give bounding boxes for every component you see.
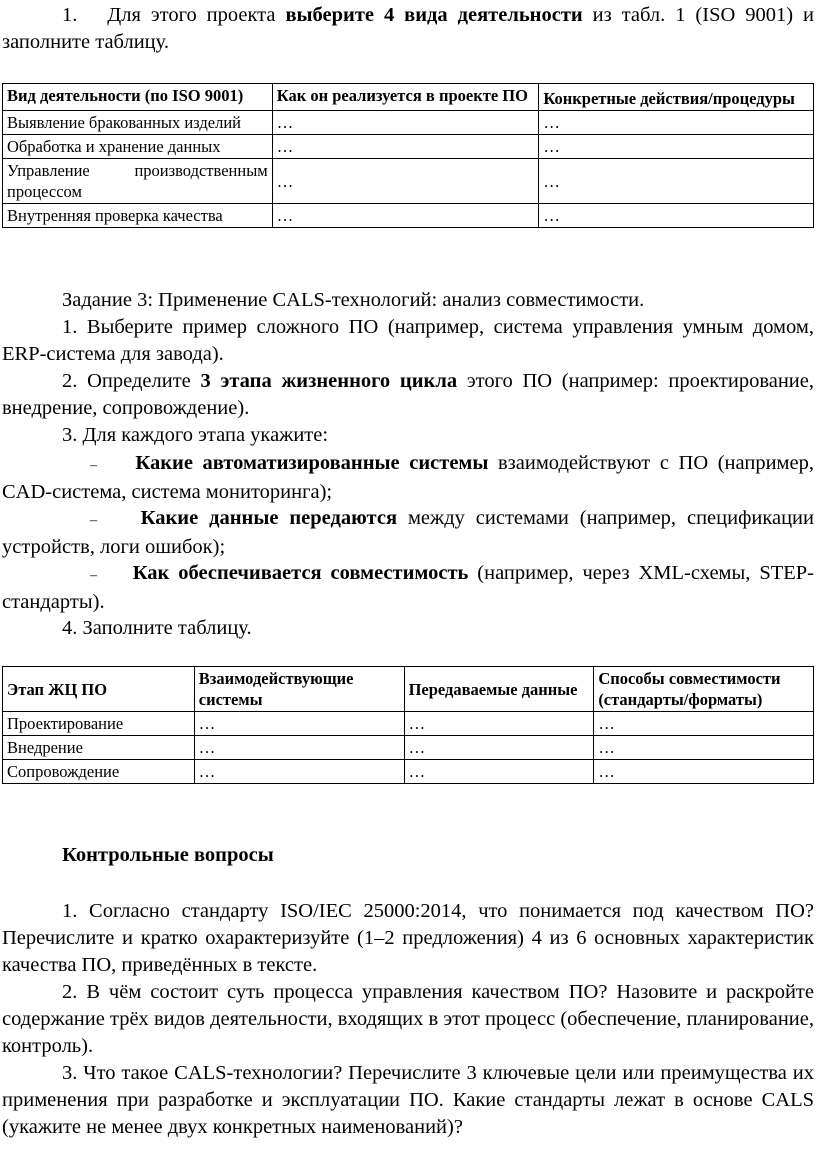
table-row — [3, 712, 814, 736]
table1-cell: … — [272, 111, 539, 135]
table2-cell: … — [404, 760, 594, 784]
table2-header-cell: Передаваемые данные — [404, 667, 594, 712]
table-row — [3, 736, 814, 760]
table2-cell: … — [194, 760, 404, 784]
table-iso-activities — [2, 83, 814, 228]
table2-cell: … — [404, 736, 594, 760]
table2-cell: … — [594, 736, 814, 760]
subitem3-bold: Как обеспечивается совместимость — [132, 562, 469, 584]
table-row — [3, 760, 814, 784]
task3-item-4: 4. Заполните таблицу. — [62, 617, 252, 639]
table2-cell: … — [194, 736, 404, 760]
table1-cell: … — [272, 135, 539, 159]
table1-header-cell: Конкретные действия/процедуры — [539, 84, 814, 111]
table2-cell: … — [594, 712, 814, 736]
questions-title: Контрольные вопросы — [62, 844, 274, 866]
table2-cell: … — [594, 760, 814, 784]
table-row — [3, 204, 814, 228]
table2-header-row — [3, 667, 814, 712]
table-lifecycle — [2, 666, 814, 784]
table1-header-cell: Вид деятельности (по ISO 9001) — [3, 84, 273, 111]
table-row — [3, 159, 814, 204]
table2-header-cell: Взаимодействующие системы — [194, 667, 404, 712]
table1-cell: … — [539, 159, 814, 204]
table2-header-cell: Способы совместимости (стандарты/форматы) — [594, 667, 814, 712]
task3-item-1: 1. Выберите пример сложного ПО (например, система управления умным домом, ERP-система для завода). — [2, 316, 814, 365]
item2-bold: 3 этапа жизненного цикла — [200, 370, 458, 392]
table1-cell: Управление производственным процессом — [3, 159, 273, 204]
table2-cell: … — [404, 712, 594, 736]
intro-paragraph — [2, 2, 814, 56]
question-2: 2. В чём состоит суть процесса управления качеством ПО? Назовите и раскройте содержание трёх видов деятельности, входящих в этот процесс (обеспечение, планирование, контроль). — [2, 981, 814, 1057]
subitem2-bold: Какие данные передаются — [140, 507, 398, 529]
table1-cell: … — [272, 204, 539, 228]
table2-cell: … — [194, 712, 404, 736]
table1-cell: … — [272, 159, 539, 204]
task3-title: Задание 3: Применение CALS-технологий: анализ совместимости. — [62, 289, 645, 311]
table1-header-cell: Как он реализуется в проекте ПО — [272, 84, 539, 111]
item2-text-end: этого ПО (например: проектирование, внедрение, сопровождение). — [2, 370, 814, 419]
subitem1-text: взаимодействуют с ПО (например, CAD-система, система мониторинга); — [2, 452, 814, 503]
task3-item-3: 3. Для каждого этапа укажите: — [62, 424, 329, 446]
table2-cell: Сопровождение — [3, 760, 195, 784]
subitem2-text: между системами (например, спецификации устройств, логи ошибок); — [2, 507, 814, 558]
question-1: 1. Согласно стандарту ISO/IEC 25000:2014, что понимается под качеством ПО? Перечислите и кратко охарактеризуйте (1–2 предложения) 4 из 6 основных характеристик качества ПО, приведённых в тексте. — [2, 900, 814, 976]
task3-item-2 — [2, 368, 814, 422]
task3-subitem-1 — [2, 450, 814, 506]
table1-cell: … — [539, 135, 814, 159]
table1-header-row — [3, 84, 814, 111]
dash-bullet: – — [90, 458, 97, 473]
table1-cell: Обработка и хранение данных — [3, 135, 273, 159]
subitem1-bold: Какие автоматизированные системы — [135, 452, 489, 474]
intro-number: 1. — [62, 4, 78, 26]
subitem3-text: (например, через XML-схемы, STEP-стандарты). — [2, 562, 815, 613]
task3-subitem-3 — [2, 560, 814, 616]
item2-text: Определите — [77, 370, 201, 392]
table-row — [3, 111, 814, 135]
intro-bold: выберите 4 вида деятельности — [285, 4, 583, 26]
intro-text-end: из табл. 1 (ISO 9001) и заполните таблицу. — [2, 4, 814, 53]
table1-cell: Внутренняя проверка качества — [3, 204, 273, 228]
table1-cell: … — [539, 111, 814, 135]
dash-bullet: – — [90, 513, 97, 528]
dash-bullet: – — [90, 568, 97, 583]
table1-cell: … — [539, 204, 814, 228]
table2-cell: Внедрение — [3, 736, 195, 760]
intro-text: Для этого проекта — [107, 4, 286, 26]
question-3: 3. Что такое CALS-технологии? Перечислите 3 ключевые цели или преимущества их применения при разработке и эксплуатации ПО. Какие стандарты лежат в основе CALS (укажите не менее двух конкретных наименований)? — [2, 1062, 814, 1138]
item2-number: 2. — [62, 370, 78, 392]
task3-subitem-2 — [2, 505, 814, 561]
table1-cell: Выявление бракованных изделий — [3, 111, 273, 135]
table-row — [3, 135, 814, 159]
table2-cell: Проектирование — [3, 712, 195, 736]
table2-header-cell: Этап ЖЦ ПО — [3, 667, 195, 712]
